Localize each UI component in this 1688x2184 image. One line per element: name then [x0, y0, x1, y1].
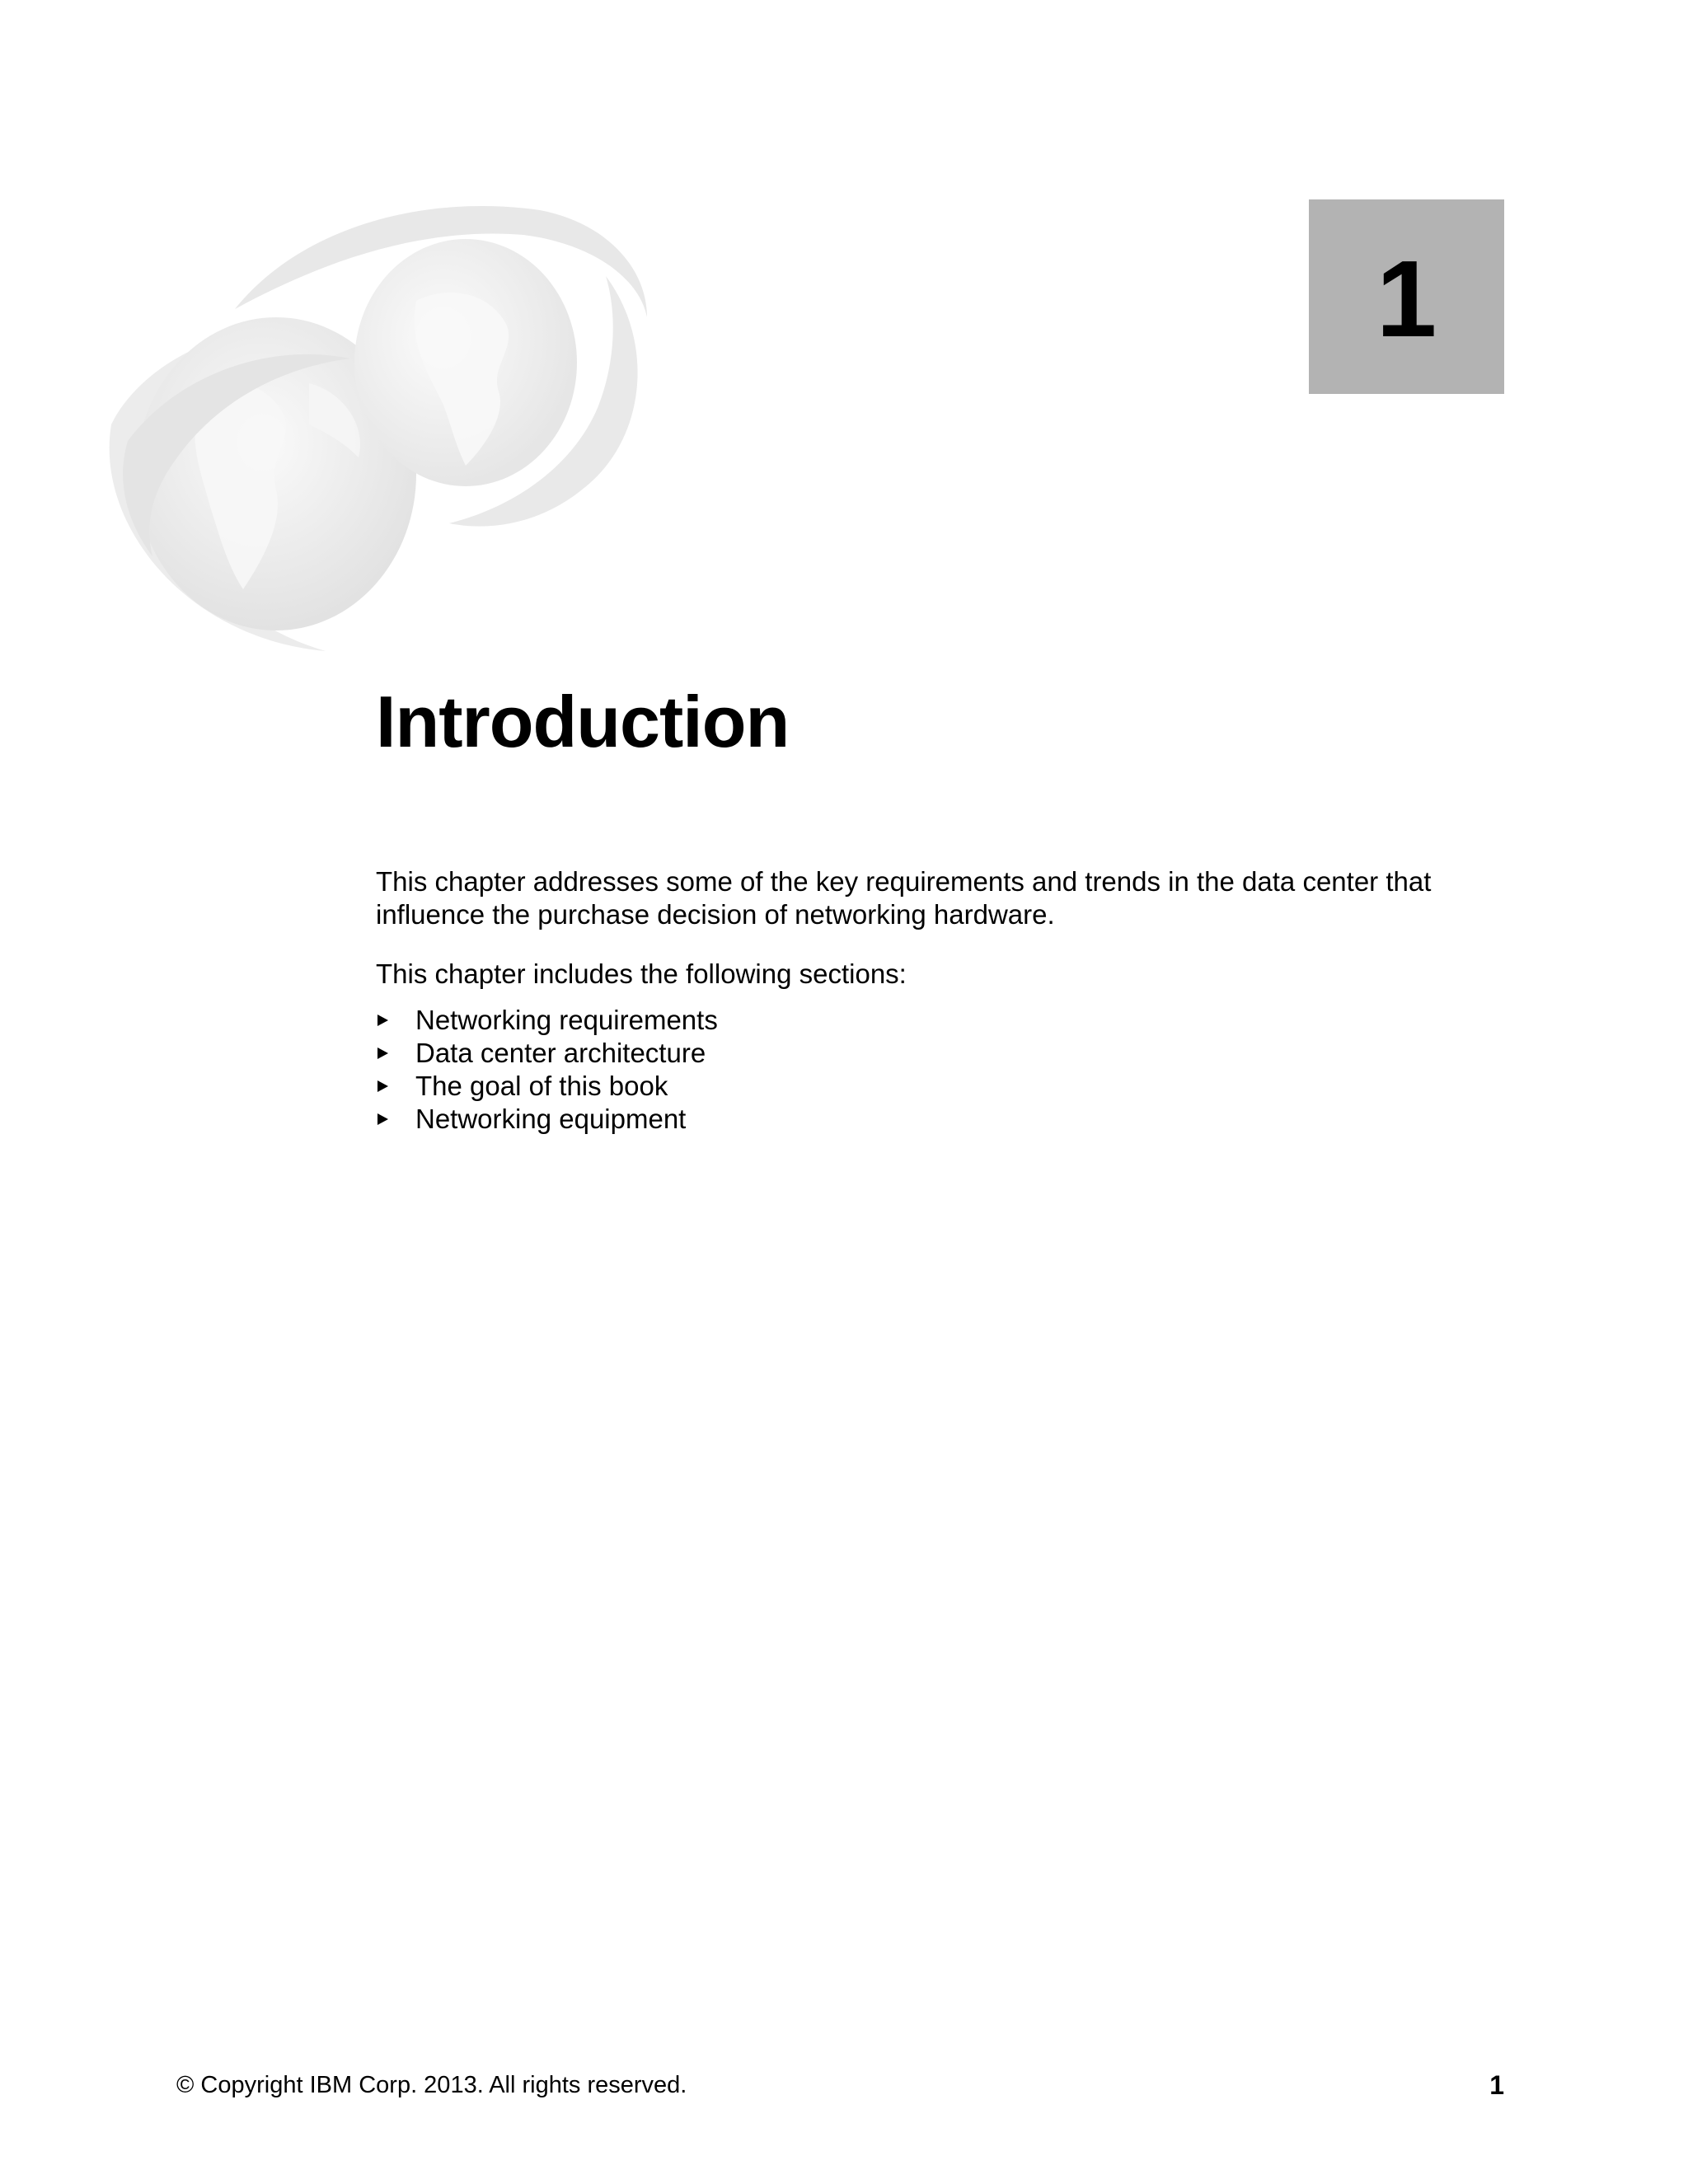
page-footer	[176, 2069, 1504, 2102]
chapter-number: 1	[1376, 238, 1437, 359]
list-item-label: Networking requirements	[415, 1005, 718, 1035]
triangle-bullet-icon	[377, 1015, 388, 1026]
list-item-label: The goal of this book	[415, 1071, 668, 1101]
page-number: 1	[1489, 2070, 1504, 2100]
list-item-label: Networking equipment	[415, 1104, 687, 1134]
triangle-bullet-icon	[377, 1080, 388, 1092]
sections-lead: This chapter includes the following sections:	[376, 958, 907, 989]
list-item	[376, 1037, 1530, 1070]
list-item	[376, 1004, 1530, 1037]
section-list	[376, 1004, 1530, 1136]
triangle-bullet-icon	[377, 1047, 388, 1059]
chapter-title: Introduction	[376, 681, 790, 762]
list-item-label: Data center architecture	[415, 1038, 706, 1068]
intro-paragraph: This chapter addresses some of the key requirements and trends in the data center that influence the purchase decision of networking hardware.	[376, 866, 1432, 930]
chapter-body	[376, 865, 1530, 1136]
chapter-number-box	[1309, 199, 1504, 394]
globe-swirl-icon	[78, 177, 672, 672]
list-item	[376, 1070, 1530, 1103]
copyright-notice: © Copyright IBM Corp. 2013. All rights reserved.	[176, 2072, 687, 2098]
triangle-bullet-icon	[377, 1113, 388, 1125]
list-item	[376, 1103, 1530, 1136]
